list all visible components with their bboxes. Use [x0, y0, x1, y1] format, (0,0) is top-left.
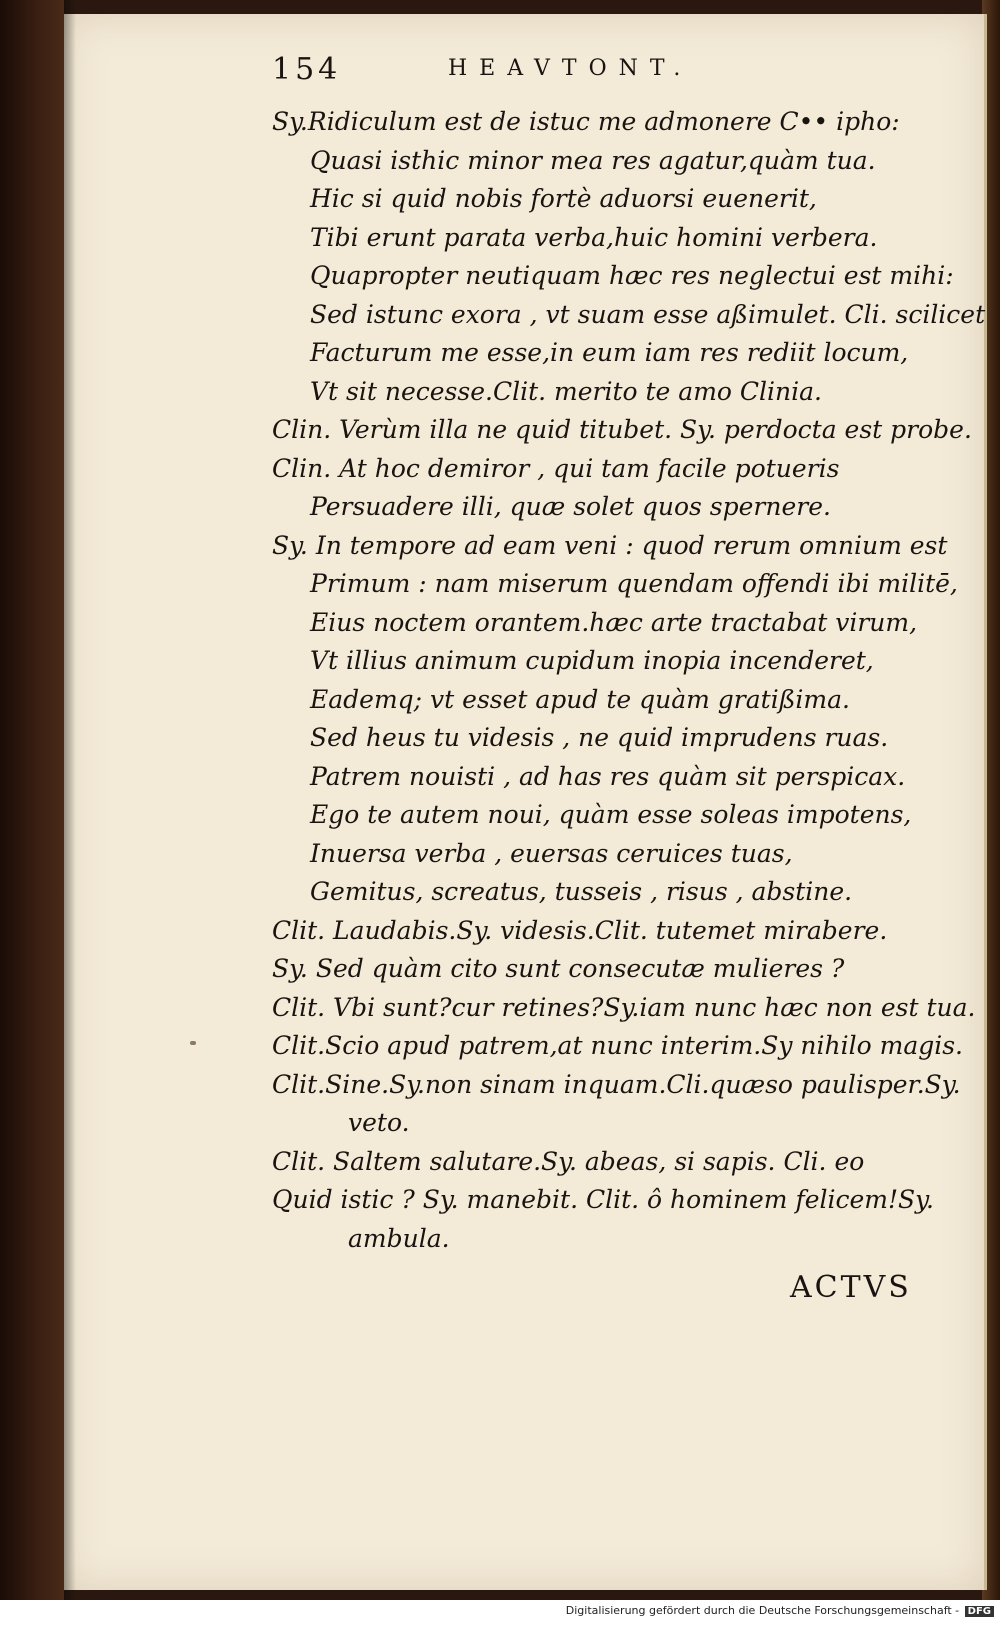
digitization-credit [566, 1604, 994, 1617]
verse-line: Hic si quid nobis fortè aduorsi euenerit, [310, 184, 817, 213]
verse-line: Clit. Vbi sunt?cur retines?Sy.iam nunc hæc non est tua. [272, 992, 976, 1022]
verse-text [272, 103, 986, 1258]
verse-line: Eademq; vt esset apud te quàm gratißima. [310, 684, 850, 714]
verse-line: Sy. In tempore ad eam veni : quod rerum omnium est [272, 530, 948, 560]
verse-line: Tibi erunt parata verba,huic homini verbera. [310, 222, 878, 252]
verse-line: Quapropter neutiquam hæc res neglectui est mihi: [310, 261, 954, 290]
verse-line: Facturum me esse,in eum iam res rediit locum, [310, 338, 909, 367]
verse-line: Clit. Saltem salutare.Sy. abeas, si sapis. Cli. eo [272, 1146, 865, 1176]
catchword: ACTVS [790, 1270, 912, 1305]
ink-mark [190, 1041, 196, 1045]
book-cover-left [0, 0, 64, 1600]
verse-line: Clin. Verùm illa ne quid titubet. Sy. perdocta est probe. [272, 415, 972, 444]
page-number: 154 [272, 52, 342, 87]
verse-line: Eius noctem orantem.hæc arte tractabat virum, [310, 607, 918, 637]
verse-line: Primum : nam miserum quendam offendi ibi militē, [310, 569, 958, 598]
page-gutter-shadow [64, 0, 76, 1600]
verse-line: Clit.Scio apud patrem,at nunc interim.Sy nihilo magis. [272, 1031, 964, 1060]
verse-line: veto. [348, 1108, 410, 1137]
verse-line: Persuadere illi, quæ solet quos spernere. [310, 492, 831, 521]
verse-line: Inuersa verba , euersas ceruices tuas, [310, 838, 793, 868]
verse-line: Patrem nouisti , ad has res quàm sit perspicax. [310, 761, 906, 791]
verse-line: Sy.Ridiculum est de istuc me admonere C•• ipho: [272, 107, 900, 136]
dfg-logo: DFG [965, 1606, 994, 1617]
verse-line: Quid istic ? Sy. manebit. Clit. ô hominem felicem!Sy. [272, 1185, 934, 1214]
verse-line: Sed istunc exora , vt suam esse aßimulet. Cli. scilicet [310, 299, 986, 329]
page-header [272, 52, 792, 92]
verse-line: Clit.Sine.Sy.non sinam inquam.Cli.quæso paulisper.Sy. [272, 1069, 961, 1099]
verse-line: Sed heus tu videsis , ne quid imprudens ruas. [310, 723, 889, 752]
verse-line: Sy. Sed quàm cito sunt consecutæ mulieres ? [272, 954, 845, 983]
verse-line: Vt illius animum cupidum inopia incenderet, [310, 646, 874, 675]
verse-line: Vt sit necesse.Clit. merito te amo Clinia. [310, 376, 822, 406]
verse-line: Clin. At hoc demiror , qui tam facile potueris [272, 453, 840, 483]
running-head: HEAVTONT. [448, 56, 693, 81]
verse-line: Quasi isthic minor mea res agatur,quàm tua. [310, 145, 876, 175]
credit-text: Digitalisierung gefördert durch die Deutsche Forschungsgemeinschaft - [565, 1604, 960, 1617]
verse-line: Ego te autem noui, quàm esse soleas impotens, [310, 800, 912, 829]
verse-line: ambula. [348, 1223, 450, 1253]
verse-line: Clit. Laudabis.Sy. videsis.Clit. tutemet mirabere. [272, 915, 888, 945]
verse-line: Gemitus, screatus, tusseis , risus , abstine. [310, 877, 853, 906]
